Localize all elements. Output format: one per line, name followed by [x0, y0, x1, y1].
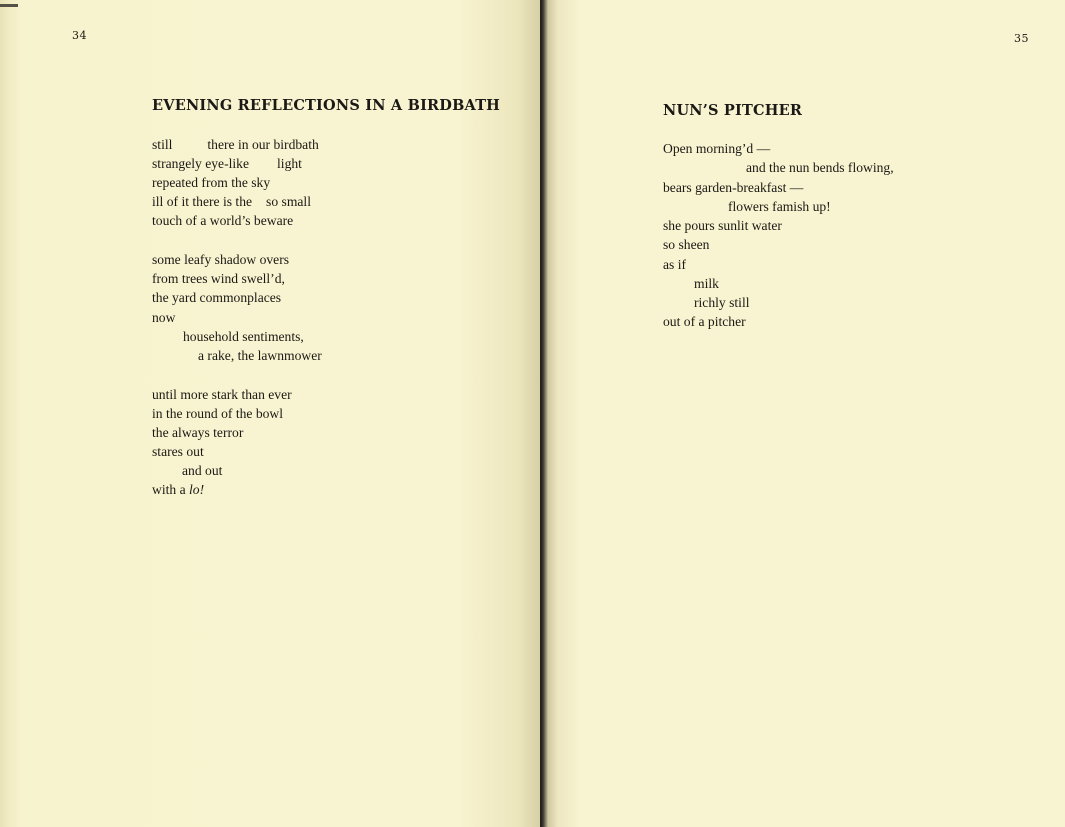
poem-line-part: still: [152, 137, 173, 152]
poem-line: household sentiments,: [183, 329, 304, 344]
corner-mark: [0, 4, 18, 7]
page-number-left: 34: [72, 29, 87, 42]
poem-line-italic: lo!: [189, 482, 205, 497]
poem-line: the yard commonplaces: [152, 290, 282, 305]
poem-line: [152, 194, 311, 210]
poem-line: in the round of the bowl: [152, 406, 284, 421]
poem-line: [152, 482, 204, 498]
poem-line: she pours sunlit water: [663, 218, 782, 233]
poem-line-part: there in our birdbath: [207, 137, 319, 152]
poem-title-right: NUN’S PITCHER: [663, 102, 803, 119]
poem-line-part: with a: [152, 482, 186, 497]
poem-line: [152, 137, 319, 153]
poem-line-part: so small: [266, 194, 311, 209]
poem-line: richly still: [694, 295, 750, 310]
poem-line: from trees wind swell’d,: [152, 271, 285, 286]
poem-title-left: EVENING REFLECTIONS IN A BIRDBATH: [152, 97, 501, 114]
poem-line: and out: [182, 463, 223, 478]
poem-line: now: [152, 310, 176, 325]
page-edge-shadow: [0, 0, 20, 827]
poem-line-part: strangely eye-like: [152, 156, 250, 171]
poem-line: and the nun bends flowing,: [746, 160, 894, 175]
poem-line: milk: [694, 276, 719, 291]
poem-line: stares out: [152, 444, 204, 459]
poem-line: so sheen: [663, 237, 710, 252]
poem-line: a rake, the lawnmower: [198, 348, 322, 363]
poem-line-part: light: [277, 156, 302, 171]
poem-line: flowers famish up!: [728, 199, 831, 214]
poem-line: Open morning’d —: [663, 141, 771, 156]
poem-line: the always terror: [152, 425, 244, 440]
poem-line: some leafy shadow overs: [152, 252, 290, 267]
poem-line: touch of a world’s beware: [152, 213, 294, 228]
poem-line: until more stark than ever: [152, 387, 292, 402]
poem-line-part: ill of it there is the: [152, 194, 253, 209]
right-page: [540, 0, 1065, 827]
poem-line: repeated from the sky: [152, 175, 271, 190]
poem-line: bears garden-breakfast —: [663, 180, 804, 195]
poem-line: as if: [663, 257, 687, 272]
poem-line: [152, 156, 302, 172]
page-number-right: 35: [1014, 32, 1029, 45]
poem-line: out of a pitcher: [663, 314, 746, 329]
